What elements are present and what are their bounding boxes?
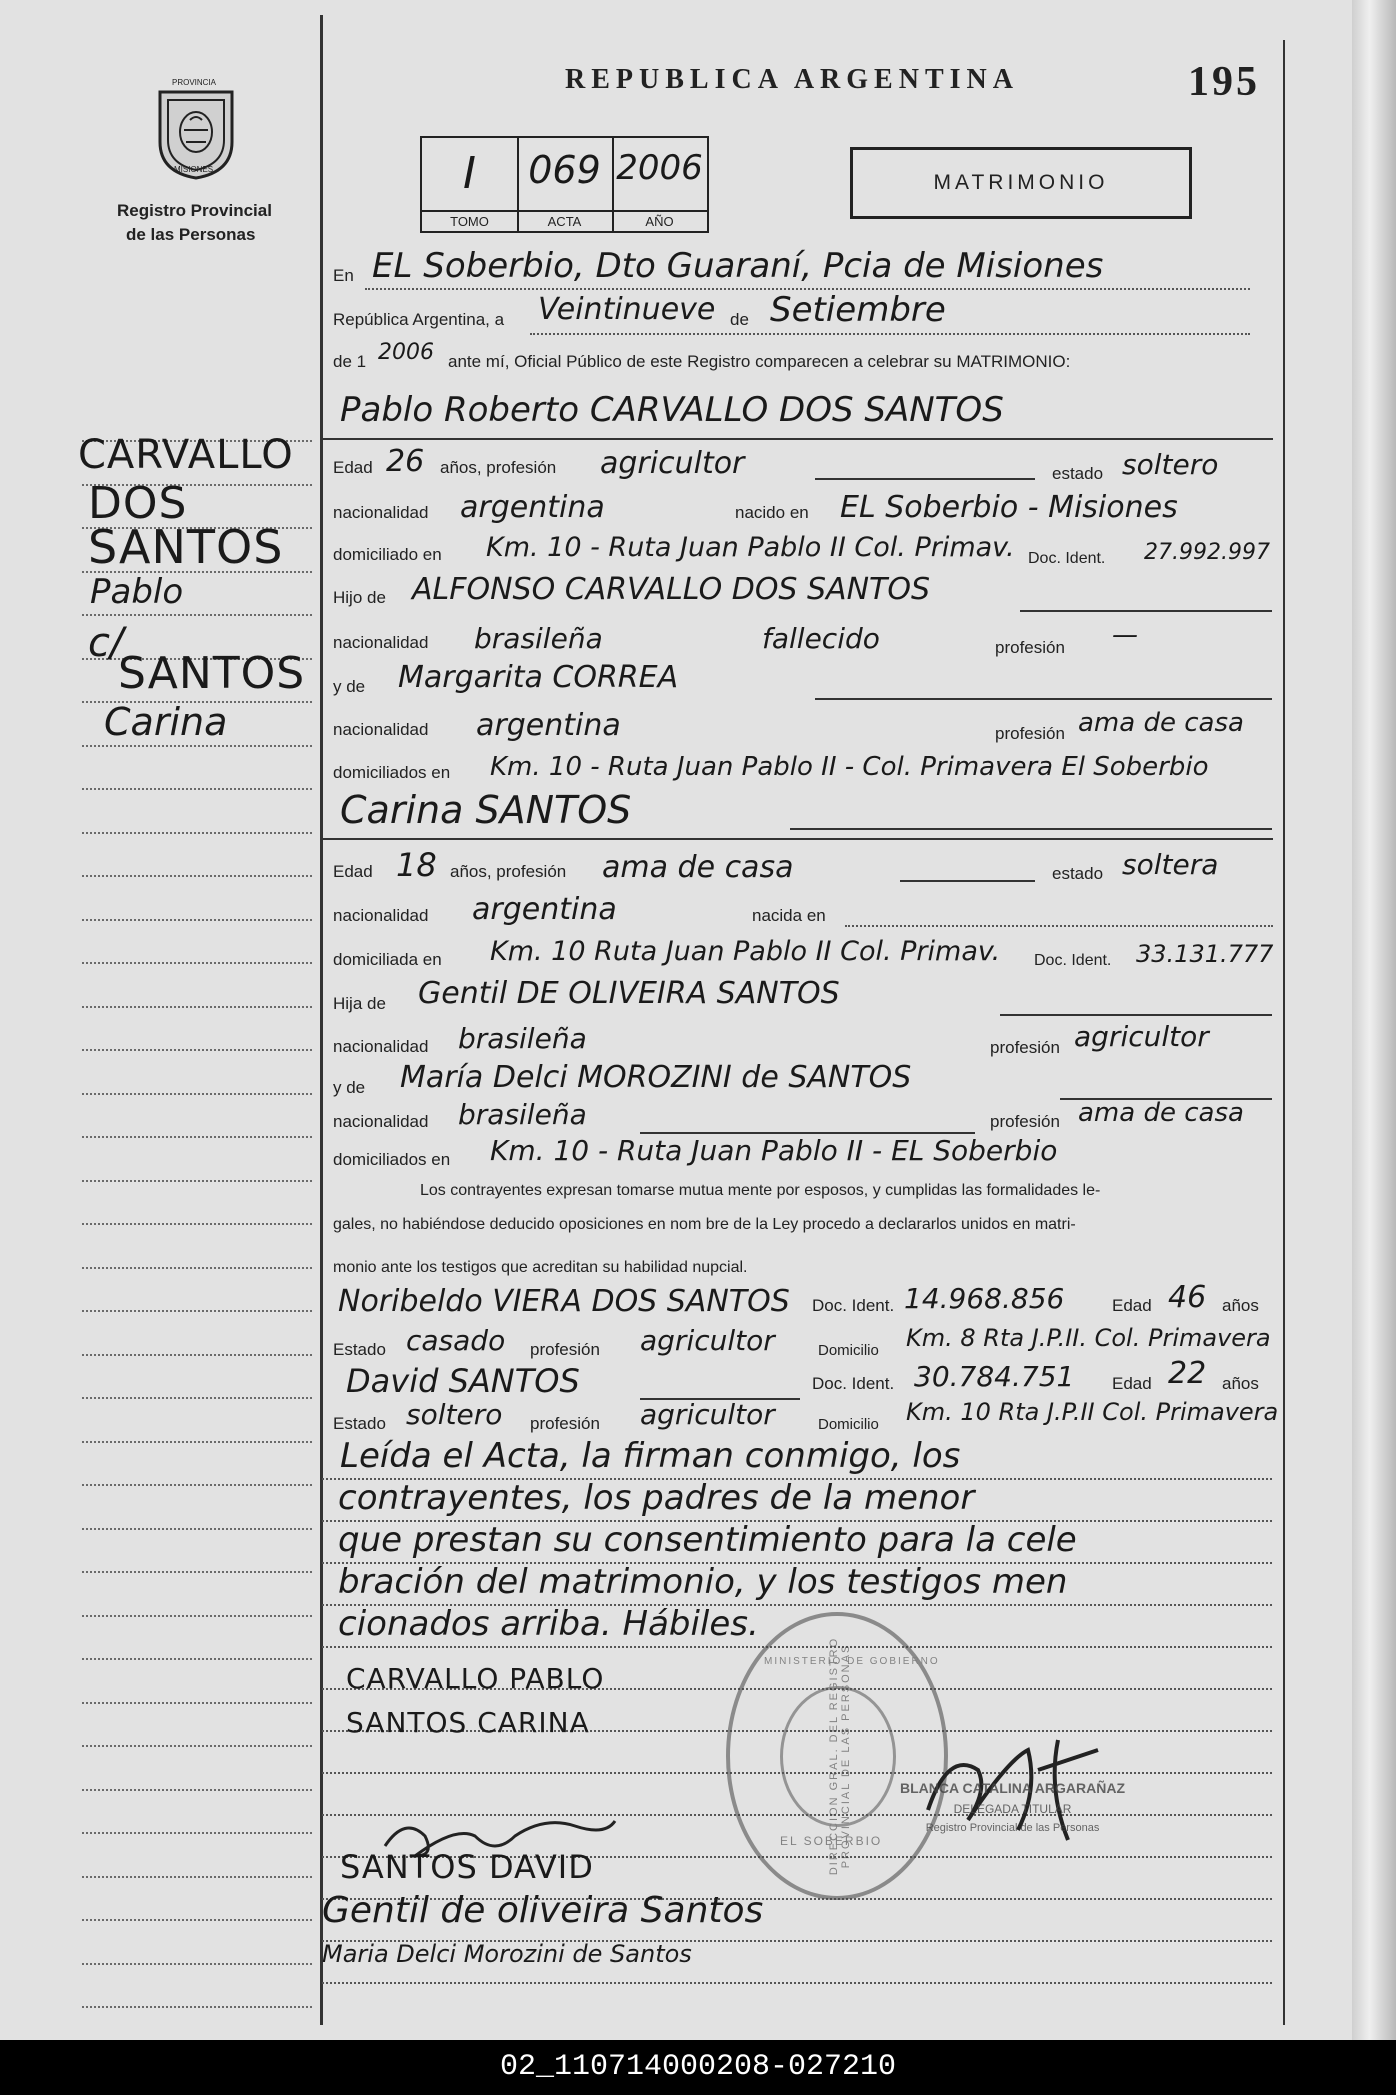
witness2-edad-label: Edad xyxy=(1112,1374,1152,1393)
groom-estado-label: estado xyxy=(1052,464,1104,483)
witness2-doc: 30.784.751 xyxy=(914,1360,1075,1393)
intro-text: ante mí, Oficial Público de este Registro comparecen a celebrar su MATRIMONIO: xyxy=(448,352,1071,371)
ruled-line xyxy=(322,1604,1272,1606)
bride-madre-prof-label: profesión xyxy=(990,1112,1060,1131)
bride-padre-nac: brasileña xyxy=(458,1022,587,1055)
witness1-estado-label: Estado xyxy=(333,1340,386,1359)
groom-padre-prof: — xyxy=(1112,620,1138,650)
margin-rule xyxy=(320,15,323,2025)
margin-ruled-line xyxy=(82,788,312,790)
witness1-name: Noribeldo VIERA DOS SANTOS xyxy=(338,1284,790,1319)
groom-madre-line xyxy=(815,698,1272,700)
declaration-line1: Los contrayentes expresan tomarse mutua mente por esposos, y cumplidas las formalidades le- xyxy=(420,1182,1101,1199)
witness1-anos-label: años xyxy=(1222,1296,1259,1315)
emblem-bottom-text: MISIONES xyxy=(174,165,214,174)
margin-ruled-line xyxy=(82,1919,312,1921)
groom-nacido-en: EL Soberbio - Misiones xyxy=(840,490,1178,525)
bride-madre: María Delci MOROZINI de SANTOS xyxy=(400,1060,912,1095)
margin-note-line6: SANTOS xyxy=(118,648,306,699)
signature-1: CARVALLO PABLO xyxy=(346,1662,605,1695)
witness2-name: David SANTOS xyxy=(346,1362,580,1400)
image-id-footer: 02_110714000208-027210 xyxy=(0,2040,1396,2095)
margin-note-line5: c/ xyxy=(88,620,124,666)
date-line xyxy=(530,333,1250,335)
en-label: En xyxy=(333,266,354,285)
declaration-line2: gales, no habiéndose deducido oposiciones en nom bre de la Ley procedo a declararlos unidos en matri- xyxy=(333,1216,1076,1233)
groom-rule xyxy=(323,438,1273,440)
margin-ruled-line xyxy=(82,962,312,964)
margin-ruled-line xyxy=(82,1310,312,1312)
bride-padre-nac-label: nacionalidad xyxy=(333,1037,429,1056)
acta-value: 069 xyxy=(528,148,601,192)
groom-estado: soltero xyxy=(1122,448,1219,481)
groom-anos-label: años, profesión xyxy=(440,458,557,477)
bride-anos-label: años, profesión xyxy=(450,862,567,881)
place-value: EL Soberbio, Dto Guaraní, Pcia de Misiones xyxy=(372,246,1104,286)
seal-inner-text: MINISTERIO DE GOBIERNO xyxy=(764,1656,940,1667)
bride-prof-line xyxy=(900,880,1035,882)
ruled-line xyxy=(322,1520,1272,1522)
groom-nac-label: nacionalidad xyxy=(333,503,429,522)
bride-profesion: ama de casa xyxy=(602,850,794,885)
margin-ruled-line xyxy=(82,745,312,747)
bride-nacionalidad: argentina xyxy=(472,892,617,927)
official-title: DELEGADA TITULAR xyxy=(953,1802,1072,1816)
republica-label: República Argentina, a xyxy=(333,310,505,329)
margin-ruled-line xyxy=(82,1658,312,1660)
witness2-edad: 22 xyxy=(1168,1356,1207,1391)
signature-2: SANTOS CARINA xyxy=(346,1706,590,1739)
margin-ruled-line xyxy=(82,1049,312,1051)
margin-note-line1: CARVALLO xyxy=(78,432,294,478)
groom-name: Pablo Roberto CARVALLO DOS SANTOS xyxy=(340,390,1004,430)
margin-ruled-line xyxy=(82,1571,312,1573)
acta-label: ACTA xyxy=(517,210,612,229)
closing-line3: que prestan su consentimiento para la cele xyxy=(338,1520,1077,1560)
bride-padres-dom: Km. 10 - Ruta Juan Pablo II - EL Soberbio xyxy=(490,1134,1058,1167)
bride-estado: soltera xyxy=(1122,848,1219,881)
record-reference-box xyxy=(420,136,709,233)
witness2-dom-label: Domicilio xyxy=(818,1416,879,1433)
witness1-edad: 46 xyxy=(1168,1280,1207,1315)
ano-label: AÑO xyxy=(612,210,707,229)
groom-domicilio: Km. 10 - Ruta Juan Pablo II Col. Primav. xyxy=(486,532,1015,563)
groom-doc-label: Doc. Ident. xyxy=(1028,550,1106,567)
official-office: Registro Provincial de las Personas xyxy=(925,1822,1100,1834)
official-stamp xyxy=(900,1780,1125,1834)
bride-padre-line xyxy=(1000,1014,1272,1016)
signature-4: Gentil de oliveira Santos xyxy=(322,1890,764,1931)
witness2-domicilio: Km. 10 Rta J.P.II Col. Primavera xyxy=(906,1398,1279,1426)
margin-ruled-line xyxy=(82,1789,312,1791)
witness2-doc-label: Doc. Ident. xyxy=(812,1374,895,1393)
bride-edad-label: Edad xyxy=(333,862,373,881)
bride-nacida-line xyxy=(845,925,1273,927)
day-value: Veintinueve xyxy=(538,292,716,327)
groom-padres-dom-label: domiciliados en xyxy=(333,763,451,782)
margin-ruled-line xyxy=(82,1223,312,1225)
witness1-edad-label: Edad xyxy=(1112,1296,1152,1315)
groom-dom-label: domiciliado en xyxy=(333,545,442,564)
bride-padres-dom-label: domiciliados en xyxy=(333,1150,451,1169)
country-heading: REPUBLICA ARGENTINA xyxy=(565,64,1019,95)
groom-padre-nac-label: nacionalidad xyxy=(333,633,429,652)
groom-prof-line xyxy=(815,478,1035,480)
groom-padres-dom: Km. 10 - Ruta Juan Pablo II - Col. Primavera El Soberbio xyxy=(490,752,1209,782)
closing-line4: bración del matrimonio, y los testigos men xyxy=(338,1562,1068,1602)
margin-note-line2: DOS xyxy=(88,478,188,529)
margin-ruled-line xyxy=(82,1441,312,1443)
margin-ruled-line xyxy=(82,614,312,616)
bride-name-line xyxy=(790,828,1272,830)
year-prefix-label: de 1 xyxy=(333,352,367,371)
margin-ruled-line xyxy=(82,1397,312,1399)
ruled-line xyxy=(322,1982,1272,1984)
margin-ruled-line xyxy=(82,1484,312,1486)
ano-cell xyxy=(612,138,707,231)
month-value: Setiembre xyxy=(770,290,946,330)
witness1-doc-label: Doc. Ident. xyxy=(812,1296,895,1315)
margin-note-line3: SANTOS xyxy=(88,520,284,574)
groom-padre-nac: brasileña xyxy=(474,622,603,655)
month-de-label: de xyxy=(730,310,749,329)
margin-ruled-line xyxy=(82,919,312,921)
groom-nacido-label: nacido en xyxy=(735,503,809,522)
ruled-line xyxy=(322,1562,1272,1564)
seal-outer-text: DIRECCION GRAL. DEL REGISTRO PROVINCIAL DE LAS PERSONAS xyxy=(828,1636,852,1876)
right-rule xyxy=(1283,40,1285,2025)
margin-ruled-line xyxy=(82,1267,312,1269)
bride-name: Carina SANTOS xyxy=(340,788,632,832)
bride-nacida-label: nacida en xyxy=(752,906,826,925)
bride-madre-nac-label: nacionalidad xyxy=(333,1112,429,1131)
witness1-doc: 14.968.856 xyxy=(904,1282,1065,1315)
witness1-dom-label: Domicilio xyxy=(818,1342,879,1359)
groom-madre-nac: argentina xyxy=(476,708,621,743)
groom-profesion: agricultor xyxy=(600,446,745,481)
closing-line5: cionados arriba. Hábiles. xyxy=(338,1604,759,1644)
closing-line1: Leída el Acta, la firman conmigo, los xyxy=(340,1436,961,1476)
seal-place-text: EL SOBERBIO xyxy=(780,1834,883,1848)
groom-madre-prof: ama de casa xyxy=(1078,708,1244,738)
bride-doc-label: Doc. Ident. xyxy=(1034,952,1112,969)
margin-ruled-line xyxy=(82,1136,312,1138)
margin-ruled-line xyxy=(82,1615,312,1617)
bride-padre: Gentil DE OLIVEIRA SANTOS xyxy=(418,976,840,1011)
groom-madre: Margarita CORREA xyxy=(398,660,679,695)
acta-cell xyxy=(517,138,614,231)
groom-madre-nac-label: nacionalidad xyxy=(333,720,429,739)
ruled-line xyxy=(322,1478,1272,1480)
groom-edad-label: Edad xyxy=(333,458,373,477)
margin-ruled-line xyxy=(82,1963,312,1965)
bride-hija-label: Hija de xyxy=(333,994,386,1013)
witness1-profesion: agricultor xyxy=(640,1324,775,1357)
bride-yde-label: y de xyxy=(333,1078,366,1097)
witness2-estado: soltero xyxy=(406,1398,503,1431)
witness2-profesion: agricultor xyxy=(640,1398,775,1431)
margin-ruled-line xyxy=(82,2006,312,2008)
groom-padre-estado: fallecido xyxy=(762,622,880,655)
ano-value: 2006 xyxy=(616,148,703,188)
page-number: 195 xyxy=(1188,59,1260,105)
tomo-value: I xyxy=(463,148,476,199)
margin-ruled-line xyxy=(82,1876,312,1878)
margin-ruled-line xyxy=(82,832,312,834)
registry-seal-icon xyxy=(726,1612,948,1900)
bride-rule xyxy=(323,838,1273,840)
groom-padre-line xyxy=(1020,610,1272,612)
groom-padre: ALFONSO CARVALLO DOS SANTOS xyxy=(412,572,930,607)
book-spine-edge xyxy=(1352,0,1396,2040)
witness2-prof-label: profesión xyxy=(530,1414,600,1433)
bride-madre-nac: brasileña xyxy=(458,1098,587,1131)
margin-ruled-line xyxy=(82,1180,312,1182)
bride-padre-prof-label: profesión xyxy=(990,1038,1060,1057)
margin-ruled-line xyxy=(82,1702,312,1704)
signature-5: Maria Delci Morozini de Santos xyxy=(322,1940,692,1968)
official-name: BLANCA CATALINA ARGARAÑAZ xyxy=(900,1780,1126,1796)
margin-note-line4: Pablo xyxy=(90,572,184,612)
registry-name-line2: de las Personas xyxy=(126,225,256,244)
registry-name-line1: Registro Provincial xyxy=(117,201,272,220)
witness2-estado-label: Estado xyxy=(333,1414,386,1433)
groom-madre-prof-label: profesión xyxy=(995,724,1065,743)
groom-edad: 26 xyxy=(386,444,425,479)
year-value: 2006 xyxy=(378,340,434,365)
margin-ruled-line xyxy=(82,1528,312,1530)
bride-dom-label: domiciliada en xyxy=(333,950,442,969)
groom-hijo-label: Hijo de xyxy=(333,588,386,607)
witness2-anos-label: años xyxy=(1222,1374,1259,1393)
witness1-domicilio: Km. 8 Rta J.P.II. Col. Primavera xyxy=(906,1324,1271,1352)
groom-yde-label: y de xyxy=(333,677,366,696)
declaration-line3: monio ante los testigos que acreditan su habilidad nupcial. xyxy=(333,1259,748,1276)
tomo-cell xyxy=(422,138,519,231)
groom-nacionalidad: argentina xyxy=(460,490,605,525)
margin-ruled-line xyxy=(82,875,312,877)
margin-ruled-line xyxy=(82,1093,312,1095)
margin-note-line7: Carina xyxy=(104,700,228,744)
bride-padre-prof: agricultor xyxy=(1074,1020,1209,1053)
signature-3: SANTOS DAVID xyxy=(340,1848,594,1886)
witness1-estado: casado xyxy=(406,1324,506,1357)
bride-doc: 33.131.777 xyxy=(1136,940,1274,968)
bride-nac-label: nacionalidad xyxy=(333,906,429,925)
bride-domicilio: Km. 10 Ruta Juan Pablo II Col. Primav. xyxy=(490,936,1001,967)
tomo-label: TOMO xyxy=(422,210,517,229)
emblem-top-text: PROVINCIA xyxy=(172,78,217,87)
bride-edad: 18 xyxy=(396,846,437,884)
groom-padre-prof-label: profesión xyxy=(995,638,1065,657)
closing-line2: contrayentes, los padres de la menor xyxy=(338,1478,975,1518)
bride-madre-prof: ama de casa xyxy=(1078,1098,1244,1128)
margin-ruled-line xyxy=(82,1354,312,1356)
bride-estado-label: estado xyxy=(1052,864,1104,883)
margin-ruled-line xyxy=(82,1832,312,1834)
record-type-box: MATRIMONIO xyxy=(850,147,1192,219)
margin-ruled-line xyxy=(82,1006,312,1008)
witness1-prof-label: profesión xyxy=(530,1340,600,1359)
margin-ruled-line xyxy=(82,1745,312,1747)
groom-doc: 27.992.997 xyxy=(1144,540,1270,565)
